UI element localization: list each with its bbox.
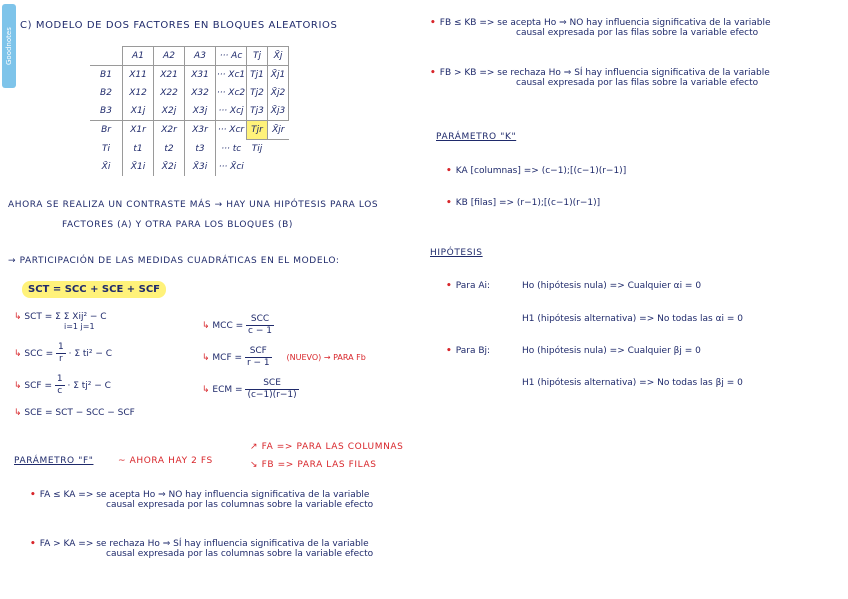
hip-bj-h1: H1 (hipótesis alternativa) => No todas las βj = 0 <box>522 378 743 388</box>
formula-mcc: ↳ MCC = $\frac{\text{SCC}}{c - 1}$ <box>202 314 272 336</box>
hipotesis-title: HIPÓTESIS <box>430 248 483 258</box>
formula-sce: ↳ SCE = SCT − SCC − SCF <box>14 408 135 418</box>
table-header-cell <box>90 47 123 66</box>
table-cell: X21 <box>154 66 185 85</box>
table-cell: Tj3 <box>247 102 268 121</box>
param-k-b: • KB [filas] => (r−1);[(c−1)(r−1)] <box>446 198 601 208</box>
table-cell: ··· tc <box>216 140 247 159</box>
fb-accept: • FB ≤ KB => se acepta Ho ⇒ NO hay influencia significativa de la variable causal expresada por las filas sobre la variable efecto <box>430 18 771 38</box>
table-cell: ··· Xcj <box>216 102 247 121</box>
param-f-title: PARÁMETRO "F" <box>14 456 94 466</box>
table-cell: X11 <box>123 66 154 85</box>
table-row <box>90 102 289 121</box>
table-cell: t3 <box>185 140 216 159</box>
table-cell: ··· Xc1 <box>216 66 247 85</box>
table-cell: X12 <box>123 84 154 102</box>
table-header-cell: A3 <box>185 47 216 66</box>
particion-heading: → PARTICIPACIÓN DE LAS MEDIDAS CUADRÁTICAS EN EL MODELO: <box>8 256 340 266</box>
table-row <box>90 66 289 85</box>
table-cell: X̄1i <box>123 158 154 176</box>
table-cell: X2r <box>154 121 185 140</box>
table-cell <box>268 158 289 176</box>
section-title: C) MODELO DE DOS FACTORES EN BLOQUES ALEATORIOS <box>20 20 338 31</box>
hip-ai-label: • Para Ai: <box>446 281 491 291</box>
table-cell: ··· X̄ci <box>216 158 247 176</box>
formula-sct: ↳ SCT = Σ Σ Xij² − C i=1 j=1 <box>14 312 107 331</box>
formula-scf: ↳ SCF = $\frac{1}{c}$ · Σ tj² − C <box>14 374 111 396</box>
formula-ecm: ↳ ECM = $\frac{\text{SCE}}{(c-1)(r-1)}$ <box>202 378 297 400</box>
formula-mcf: ↳ MCF = $\frac{\text{SCF}}{r - 1}$ (NUEVO) → PARA Fb <box>202 346 366 368</box>
nuevo-note: (NUEVO) → PARA Fb <box>286 353 366 362</box>
table-cell: X32 <box>185 84 216 102</box>
table-header-cell: A2 <box>154 47 185 66</box>
table-cell: X̄j2 <box>268 84 289 102</box>
table-cell <box>268 140 289 159</box>
formula-sct-sub: i=1 j=1 <box>64 322 95 331</box>
table-cell <box>247 158 268 176</box>
anova-table <box>90 46 289 176</box>
table-cell: X̄jr <box>268 121 289 140</box>
table-cell: Tj2 <box>247 84 268 102</box>
table-cell: X1r <box>123 121 154 140</box>
table-cell: X22 <box>154 84 185 102</box>
table-row <box>90 121 289 140</box>
table-cell: X31 <box>185 66 216 85</box>
hip-ai-h0: Ho (hipótesis nula) => Cualquier αi = 0 <box>522 281 702 291</box>
table-cell: X3j <box>185 102 216 121</box>
table-cell: X1j <box>123 102 154 121</box>
fa-reject: • FA > KA => se rechaza Ho ⇒ SÍ hay influencia significativa de la variable causal expresada por las columnas sobre la variable efecto <box>30 539 374 559</box>
table-cell: Tj1 <box>247 66 268 85</box>
param-k-title: PARÁMETRO "K" <box>436 132 517 142</box>
goodnotes-tab[interactable]: Goodnotes <box>2 4 16 88</box>
contraste-line-2: FACTORES (A) Y OTRA PARA LOS BLOQUES (B) <box>62 220 293 230</box>
table-cell: B3 <box>100 106 112 116</box>
table-header-cell: Tj <box>247 47 268 66</box>
table-cell: B2 <box>100 88 112 98</box>
table-cell: Tij <box>251 144 263 154</box>
param-k-a: • KA [columnas] => (c−1);[(c−1)(r−1)] <box>446 166 627 176</box>
fa-accept: • FA ≤ KA => se acepta Ho ⇒ NO hay influencia significativa de la variable causal expresada por las columnas sobre la variable efecto <box>30 490 374 510</box>
fb-reject: • FB > KB => se rechaza Ho ⇒ SÍ hay influencia significativa de la variable causal expresada por las filas sobre la variable efecto <box>430 68 770 88</box>
formula-scc: ↳ SCC = $\frac{1}{r}$ · Σ ti² − C <box>14 342 113 364</box>
table-cell: X3r <box>185 121 216 140</box>
table-header-cell: A1 <box>123 47 154 66</box>
table-cell: X̄3i <box>185 158 216 176</box>
contraste-line-1: AHORA SE REALIZA UN CONTRASTE MÁS → HAY UNA HIPÓTESIS PARA LOS <box>8 200 379 210</box>
param-f-fa: ↗ FA => PARA LAS COLUMNAS <box>250 442 404 452</box>
table-header-cell: X̄j <box>268 47 289 66</box>
table-row <box>90 158 289 176</box>
table-row <box>90 84 289 102</box>
sct-main: SCT = SCC + SCE + SCF <box>16 281 172 298</box>
param-f-ahora: ~ AHORA HAY 2 FS <box>118 456 213 466</box>
table-cell: Ti <box>102 143 110 154</box>
table-cell: ··· Xcr <box>216 121 247 140</box>
table-cell: t2 <box>154 140 185 159</box>
hip-bj-label: • Para Bj: <box>446 346 491 356</box>
hip-ai-h1: H1 (hipótesis alternativa) => No todas las αi = 0 <box>522 314 744 324</box>
hip-bj-h0: Ho (hipótesis nula) => Cualquier βj = 0 <box>522 346 701 356</box>
table-cell: X̄j1 <box>268 66 289 85</box>
table-cell: ··· Xc2 <box>216 84 247 102</box>
table-cell: t1 <box>123 140 154 159</box>
table-header-cell: ··· Ac <box>216 47 247 66</box>
table-cell: B1 <box>100 70 112 80</box>
table-cell: X̄j3 <box>268 102 289 121</box>
table-cell: X2j <box>154 102 185 121</box>
table-cell: Tjr <box>247 121 268 140</box>
table-cell: X̄i <box>101 162 111 172</box>
table-row <box>90 140 289 159</box>
param-f-fb: ↘ FB => PARA LAS FILAS <box>250 460 377 470</box>
table-cell: X̄2i <box>154 158 185 176</box>
table-cell: Br <box>90 121 123 140</box>
table-header-row <box>90 47 289 66</box>
